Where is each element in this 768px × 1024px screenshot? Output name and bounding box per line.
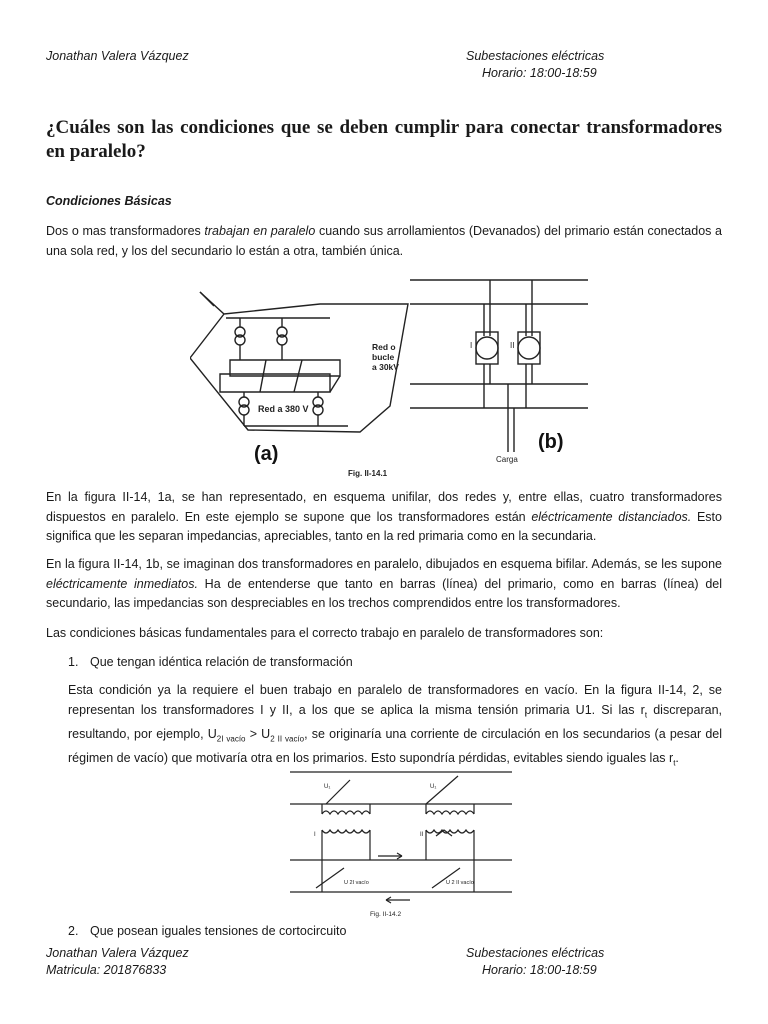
net-label-3: a 30kV xyxy=(372,362,399,372)
list-item-2-text: Que posean iguales tensiones de cortocircuito xyxy=(90,924,347,938)
figure1-caption: Fig. II-14.1 xyxy=(348,469,388,478)
net-label-2: bucle xyxy=(372,352,395,362)
list-item-1-number: 1. xyxy=(68,655,79,669)
load-label: Carga xyxy=(496,455,518,464)
footer-course: Subestaciones eléctricas xyxy=(466,946,605,960)
paragraph-figure-a: En la figura II-14, 1a, se han representado, en esquema unifilar, dos redes y, entre ellas, cuatro transformadores dispuestos en paralelo. En este ejemplo se supone que los transformadores están eléctricamente distanciados. Esto significa que les separan impedancias, apreciables, tanto en la red primaria como en la secundaria. xyxy=(46,490,722,543)
header-schedule: Horario: 18:00-18:59 xyxy=(482,66,597,80)
paragraph-conditions-intro: Las condiciones básicas fundamentales para el correcto trabajo en paralelo de transformadores son: xyxy=(46,626,604,640)
footer-matricula: Matricula: 201876833 xyxy=(46,963,167,977)
section-title: Condiciones Básicas xyxy=(46,194,172,208)
net-label-1: Red o xyxy=(372,342,396,352)
low-net-label: Red a 380 V xyxy=(258,404,309,414)
list-item-1-text: Que tengan idéntica relación de transformación xyxy=(90,655,353,669)
u1-left-label: U₁ xyxy=(324,784,331,790)
tr1-label-fig2: I xyxy=(314,832,316,838)
label-a: (a) xyxy=(254,443,279,465)
footer-author: Jonathan Valera Vázquez xyxy=(46,946,189,960)
page-title: ¿Cuáles son las condiciones que se deben cumplir para conectar transformadores en paralelo? xyxy=(46,117,722,162)
list-item-2-number: 2. xyxy=(68,924,79,938)
u2-right-label: U 2 II vacío xyxy=(446,880,474,886)
u2-left-label: U 2I vacío xyxy=(344,880,369,886)
header-course: Subestaciones eléctricas xyxy=(466,49,605,63)
paragraph-figure-b: En la figura II-14, 1b, se imaginan dos transformadores en paralelo, dibujados en esquema bifilar. Además, se les supone eléctricamente inmediatos. Ha de entenderse que tanto en barras (línea) del primario, como en barras (línea) del secundario, las impedancias son despreciables en los trechos comprendidos entre los transformadores. xyxy=(46,557,722,610)
figure-parallel-transformers xyxy=(190,276,590,478)
tr1-label: I xyxy=(470,341,473,350)
paragraph-intro: Dos o mas transformadores trabajan en paralelo cuando sus arrollamientos (Devanados) del primario están conectados a una sola red, y los del secundario lo están a otra, también única. xyxy=(46,224,723,258)
paragraph-transformation-ratio: Esta condición ya la requiere el buen trabajo en paralelo de transformadores en vacío. En la figura II-14, 2, se representan los transformadores I y II, a los que se aplica la misma tensión primaria U1. Si las $r_t$ discreparan, resultando, por ejemplo, $U_{2I vacío} > U_{2 II vacío}$, se originaría una corriente de circulación en los secundarios (a pesar del régimen de vacío) que motivaría otra en los primarios. Esto supondría pérdidas, evitables siendo iguales las $r_t$. xyxy=(68,683,722,767)
tr2-label: II xyxy=(510,341,515,350)
figure2-caption: Fig. II-14.2 xyxy=(370,911,402,918)
u1-right-label: U₁ xyxy=(430,784,437,790)
footer-schedule: Horario: 18:00-18:59 xyxy=(482,963,597,977)
figure-circulating-current xyxy=(286,764,516,920)
tr2-label-fig2: II xyxy=(420,832,424,838)
label-b: (b) xyxy=(538,431,564,453)
header-author: Jonathan Valera Vázquez xyxy=(46,49,189,63)
